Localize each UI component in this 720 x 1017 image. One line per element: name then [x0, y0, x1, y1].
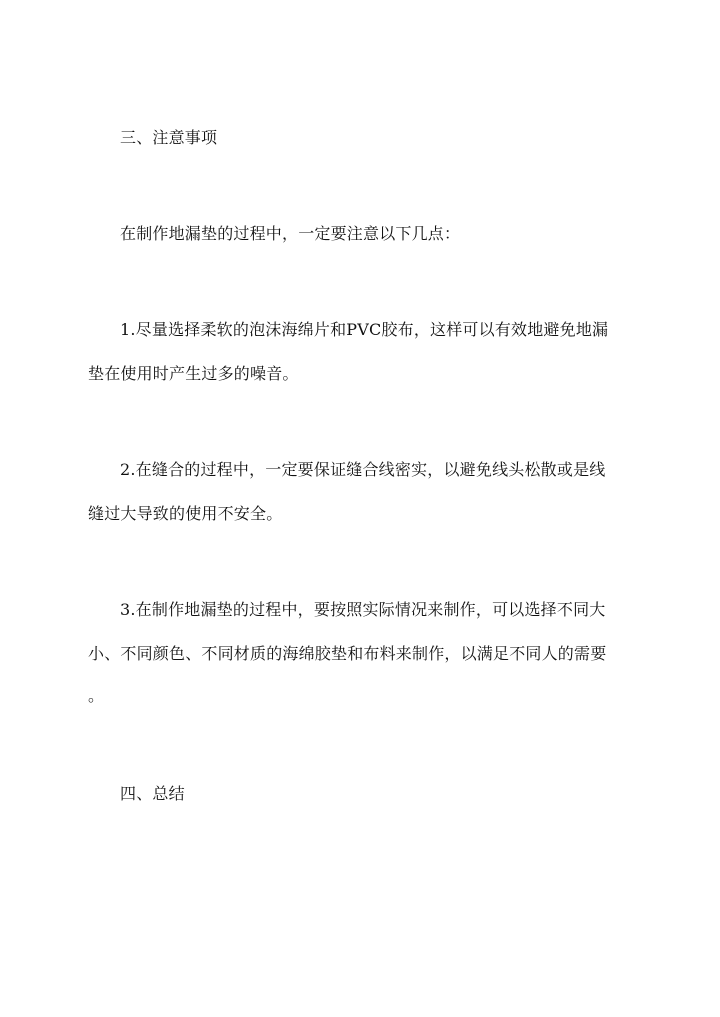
item-3-line-1: 3.在制作地漏垫的过程中，要按照实际情况来制作，可以选择不同大 [120, 600, 606, 619]
item-1-line-2: 垫在使用时产生过多的噪音。 [88, 364, 299, 383]
item-3-line-2: 小、不同颜色、不同材质的海绵胶垫和布料来制作，以满足不同人的需要 [88, 644, 607, 663]
item-1-line-1: 1.尽量选择柔软的泡沫海绵片和PVC胶布，这样可以有效地避免地漏 [120, 320, 609, 339]
section-heading-summary: 四、总结 [120, 784, 185, 803]
item-2-line-2: 缝过大导致的使用不安全。 [88, 504, 283, 523]
intro-paragraph: 在制作地漏垫的过程中，一定要注意以下几点： [120, 224, 461, 243]
section-heading-precautions: 三、注意事项 [120, 128, 218, 147]
item-3-line-3: 。 [88, 686, 105, 705]
item-2-line-1: 2.在缝合的过程中，一定要保证缝合线密实，以避免线头松散或是线 [120, 460, 606, 479]
